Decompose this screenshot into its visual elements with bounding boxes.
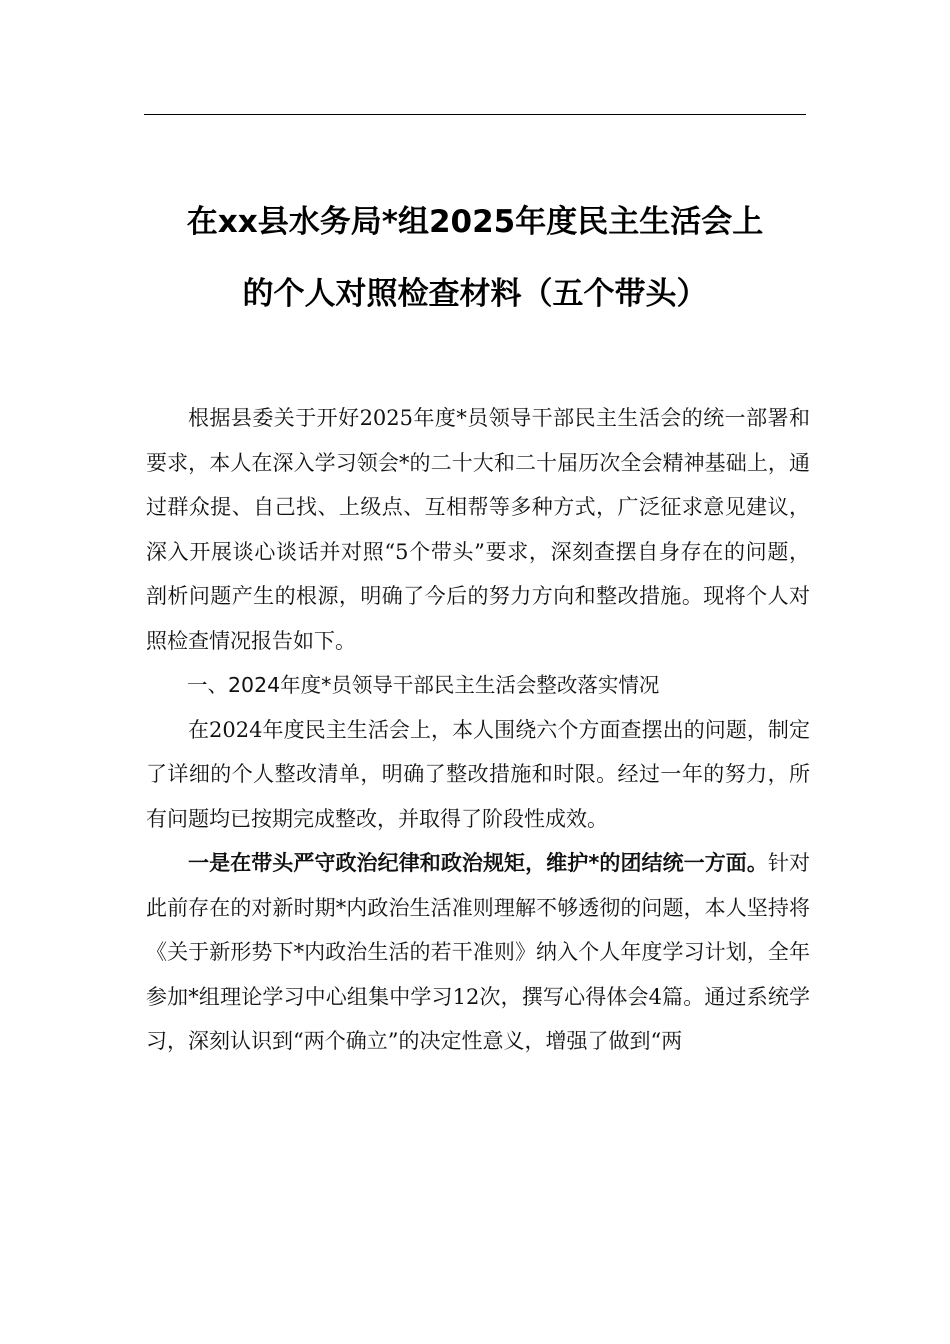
item-1-lead: 一是在带头严守政治纪律和政治规矩，维护*的团结统一方面。 bbox=[188, 851, 768, 875]
intro-paragraph: 根据县委关于开好2025年度*员领导干部民主生活会的统一部署和要求，本人在深入学习领会*的二十大和二十届历次全会精神基础上，通过群众提、自己找、上级点、互相帮等多种方式，广泛征求意见建议，深入开展谈心谈话并对照“5个带头”要求，深刻查摆自身存在的问题，剖析问题产生的根源，明确了今后的努力方向和整改措施。现将个人对照检查情况报告如下。 bbox=[146, 406, 810, 653]
item-1-paragraph bbox=[146, 841, 810, 1064]
title-line-2: 的个人对照检查材料（五个带头） bbox=[242, 276, 708, 312]
item-1-text: 针对此前存在的对新时期*内政治生活准则理解不够透彻的问题，本人坚持将《关于新形势下*内政治生活的若干准则》纳入个人年度学习计划，全年参加*组理论学习中心组集中学习12次，撰写心得体会4篇。通过系统学习，深刻认识到“两个确立”的决定性意义，增强了做到“两 bbox=[146, 851, 811, 1053]
document-title bbox=[120, 186, 830, 330]
section-heading-1: 一、2024年度*员领导干部民主生活会整改落实情况 bbox=[187, 673, 660, 697]
title-line-1: 在xx县水务局*组2025年度民主生活会上 bbox=[186, 204, 764, 240]
document-body bbox=[146, 396, 810, 1064]
section-1-paragraph: 在2024年度民主生活会上，本人围绕六个方面查摆出的问题，制定了详细的个人整改清单，明确了整改措施和时限。经过一年的努力，所有问题均已按期完成整改，并取得了阶段性成效。 bbox=[146, 717, 810, 831]
header-rule bbox=[144, 114, 806, 115]
